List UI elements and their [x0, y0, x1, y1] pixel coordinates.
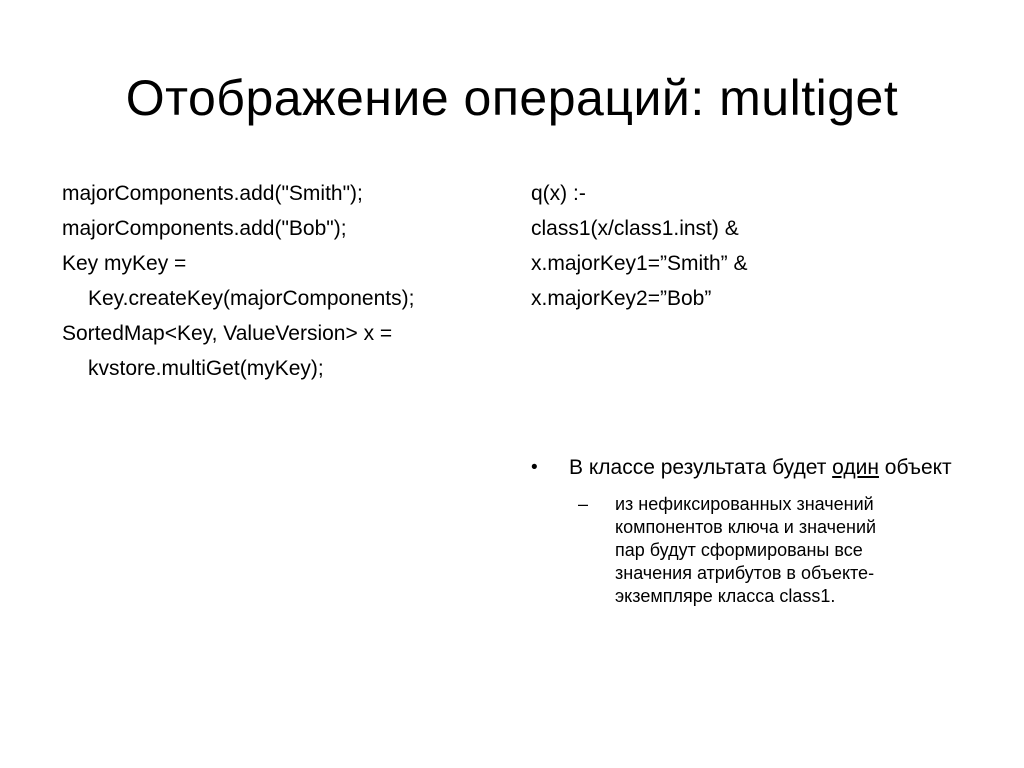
query-line: class1(x/class1.inst) & — [531, 217, 739, 240]
code-line: Key myKey = — [62, 252, 187, 275]
bullet-item — [531, 454, 971, 481]
sub-bullet-text: из нефиксированных значений компонентов ключа и значений пар будут сформированы все значения атрибутов в объекте-экземпляре класса class1. — [615, 494, 877, 606]
bullet-text-before: В классе результата будет — [569, 456, 833, 479]
right-query-block — [531, 176, 971, 316]
query-line: q(x) :- — [531, 182, 586, 205]
bullet-text-after: объект — [878, 456, 952, 479]
code-line: SortedMap<Key, ValueVersion> x = — [62, 322, 393, 345]
bullet-marker: • — [531, 457, 538, 478]
code-line: kvstore.multiGet(myKey); — [88, 357, 324, 380]
bullet-text-underlined: один — [832, 456, 879, 479]
slide-title: Отображение операций: multiget — [125, 70, 899, 126]
sub-bullet-marker: – — [578, 494, 589, 514]
bullet-list — [531, 454, 971, 608]
code-line: Key.createKey(majorComponents); — [88, 287, 415, 310]
query-line: x.majorKey2=”Bob” — [531, 287, 712, 310]
sub-bullet-item — [531, 493, 881, 608]
left-code-block — [62, 176, 512, 386]
code-line: majorComponents.add("Smith"); — [62, 182, 363, 205]
code-line: majorComponents.add("Bob"); — [62, 217, 347, 240]
query-line: x.majorKey1=”Smith” & — [531, 252, 748, 275]
